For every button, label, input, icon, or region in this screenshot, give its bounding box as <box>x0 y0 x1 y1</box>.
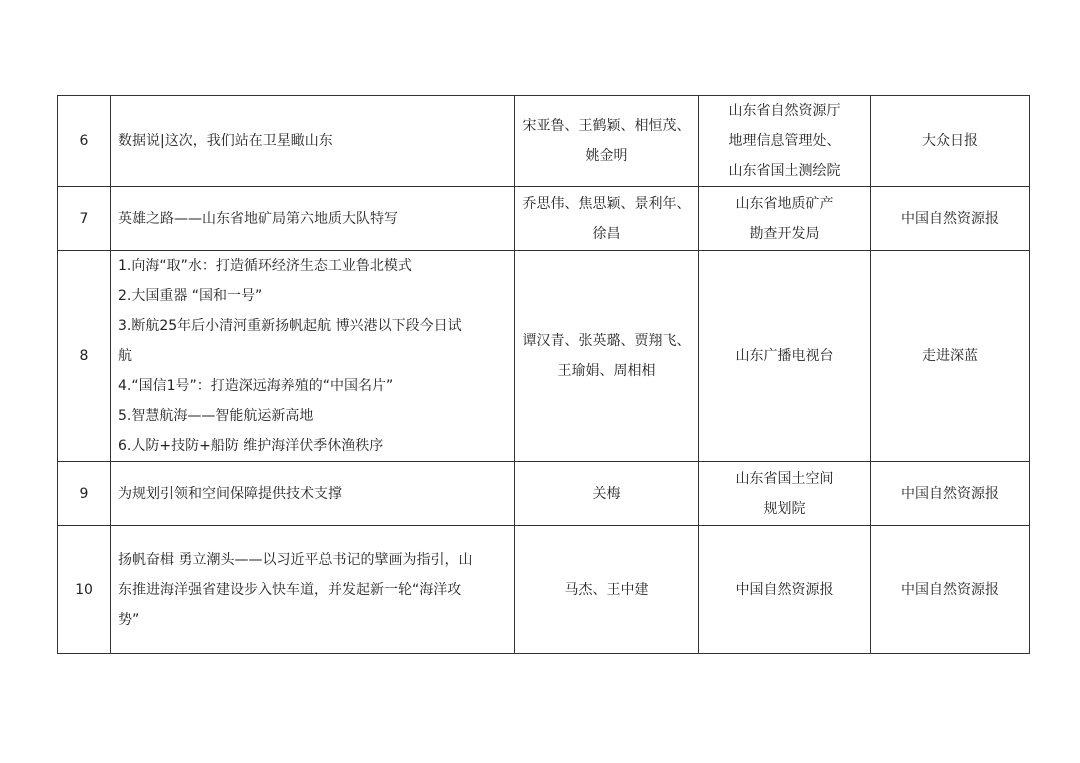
cell-number: 9 <box>58 462 111 526</box>
cell-number: 7 <box>58 187 111 251</box>
cell-number: 6 <box>58 96 111 187</box>
cell-media: 走进深蓝 <box>871 251 1030 462</box>
cell-title-line: 1.向海“取”水：打造循环经济生态工业鲁北模式 <box>118 258 412 274</box>
cell-organization-line: 地理信息管理处、 <box>728 133 841 149</box>
cell-organization-line: 中国自然资源报 <box>735 581 834 598</box>
cell-title-line: 3.断航25年后小清河重新扬帆起航 博兴港以下段今日试 <box>118 318 462 334</box>
cell-organization-line: 山东省自然资源厅 <box>728 103 841 119</box>
cell-title-line: 2.大国重器 “国和一号” <box>118 288 263 304</box>
cell-title-line: 6.人防+技防+船防 维护海洋伏季休渔秩序 <box>118 438 384 454</box>
cell-authors <box>515 526 699 654</box>
cell-title-line: 扬帆奋楫 勇立潮头——以习近平总书记的擘画为指引，山 <box>118 551 473 568</box>
award-table <box>57 95 1030 654</box>
cell-organization-line: 山东省国土空间 <box>735 470 834 487</box>
cell-title <box>111 96 515 187</box>
award-table-body <box>58 96 1030 654</box>
cell-organization <box>699 187 871 251</box>
cell-organization <box>699 96 871 187</box>
cell-organization-line: 山东广播电视台 <box>735 348 834 364</box>
cell-title-line: 4.“国信1号”：打造深远海养殖的“中国名片” <box>118 378 394 394</box>
cell-organization <box>699 526 871 654</box>
cell-media: 中国自然资源报 <box>871 526 1030 654</box>
cell-media: 中国自然资源报 <box>871 187 1030 251</box>
cell-authors <box>515 96 699 187</box>
cell-title <box>111 462 515 526</box>
cell-authors-line: 王瑜娟、周相相 <box>557 363 656 379</box>
table-row <box>58 462 1030 526</box>
cell-title-line: 为规划引领和空间保障提供技术支撑 <box>118 485 342 502</box>
cell-title-line: 5.智慧航海——智能航运新高地 <box>118 408 314 424</box>
cell-media: 中国自然资源报 <box>871 462 1030 526</box>
cell-authors-line: 马杰、王中建 <box>564 581 649 598</box>
cell-title-line: 势” <box>118 611 140 628</box>
cell-authors-line: 关梅 <box>592 485 621 502</box>
cell-number: 10 <box>58 526 111 654</box>
table-row <box>58 251 1030 462</box>
cell-organization-line: 规划院 <box>763 500 806 517</box>
table-row <box>58 187 1030 251</box>
table-row <box>58 526 1030 654</box>
cell-authors <box>515 462 699 526</box>
cell-title <box>111 251 515 462</box>
cell-authors-line: 姚金明 <box>585 148 628 164</box>
cell-organization-line: 山东省国土测绘院 <box>728 163 841 179</box>
cell-title-line: 航 <box>118 348 132 364</box>
cell-authors <box>515 187 699 251</box>
cell-authors-line: 宋亚鲁、王鹤颖、相恒茂、 <box>522 118 691 134</box>
cell-number: 8 <box>58 251 111 462</box>
cell-title-line: 英雄之路——山东省地矿局第六地质大队特写 <box>118 210 398 227</box>
cell-authors-line: 乔思伟、焦思颖、景利年、 <box>522 195 691 212</box>
cell-organization <box>699 462 871 526</box>
cell-authors-line: 徐昌 <box>592 225 621 242</box>
cell-authors-line: 谭汉青、张英璐、贾翔飞、 <box>522 333 691 349</box>
cell-title <box>111 187 515 251</box>
cell-authors <box>515 251 699 462</box>
cell-title-line: 东推进海洋强省建设步入快车道，并发起新一轮“海洋攻 <box>118 581 462 598</box>
cell-title-line: 数据说|这次，我们站在卫星瞰山东 <box>118 133 333 149</box>
cell-organization-line: 勘查开发局 <box>749 225 820 242</box>
table-row <box>58 96 1030 187</box>
cell-organization-line: 山东省地质矿产 <box>735 195 834 212</box>
cell-media: 大众日报 <box>871 96 1030 187</box>
cell-organization <box>699 251 871 462</box>
cell-title <box>111 526 515 654</box>
